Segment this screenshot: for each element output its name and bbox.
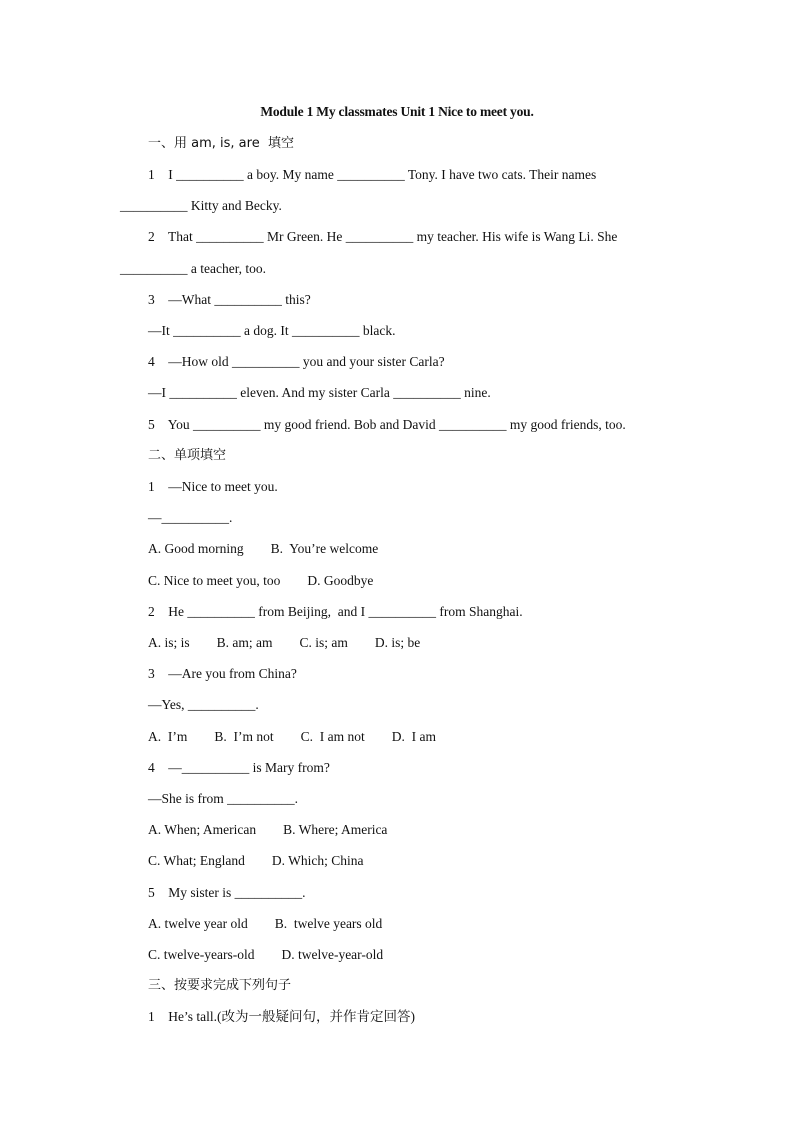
s1-q2-line1: 2 That __________ Mr Green. He __________ my teacher. His wife is Wang Li. She bbox=[148, 229, 618, 244]
s2-q5-question: 5 My sister is __________. bbox=[148, 885, 306, 900]
s2-q1-answer: —__________. bbox=[148, 510, 233, 525]
s1-q3-answer: —It __________ a dog. It __________ black. bbox=[148, 323, 396, 338]
s2-q4-answer: —She is from __________. bbox=[148, 791, 298, 806]
s1-q4-question: 4 —How old __________ you and your sister Carla? bbox=[148, 354, 445, 369]
section-3-heading: 三、按要求完成下列句子 bbox=[148, 978, 292, 993]
s2-q5-options-ab: A. twelve year old B. twelve years old bbox=[148, 916, 383, 931]
s2-q1-options-cd: C. Nice to meet you, too D. Goodbye bbox=[148, 573, 374, 588]
s1-q3-question: 3 —What __________ this? bbox=[148, 292, 311, 307]
s1-q4-answer: —I __________ eleven. And my sister Carla __________ nine. bbox=[148, 385, 491, 400]
s2-q3-options: A. I’m B. I’m not C. I am not D. I am bbox=[148, 729, 436, 744]
s2-q1-options-ab: A. Good morning B. You’re welcome bbox=[148, 541, 379, 556]
s2-q4-options-cd: C. What; England D. Which; China bbox=[148, 853, 364, 868]
s1-q1-line2: __________ Kitty and Becky. bbox=[120, 198, 282, 213]
s2-q3-answer: —Yes, __________. bbox=[148, 697, 259, 712]
s2-q2-question: 2 He __________ from Beijing, and I __________ from Shanghai. bbox=[148, 604, 523, 619]
section-1-heading: 一、用 am, is, are 填空 bbox=[148, 136, 294, 151]
s2-q3-question: 3 —Are you from China? bbox=[148, 666, 297, 681]
section-2-heading: 二、单项填空 bbox=[148, 448, 227, 463]
s1-q1-line1: 1 I __________ a boy. My name __________ Tony. I have two cats. Their names bbox=[148, 167, 597, 182]
s3-q1: 1 He’s tall.(改为一般疑问句，并作肯定回答) bbox=[148, 1009, 415, 1024]
page-title: Module 1 My classmates Unit 1 Nice to meet you. bbox=[260, 104, 534, 119]
s1-q5: 5 You __________ my good friend. Bob and David __________ my good friends, too. bbox=[148, 417, 626, 432]
s1-q2-line2: __________ a teacher, too. bbox=[120, 261, 267, 276]
s2-q1-question: 1 —Nice to meet you. bbox=[148, 479, 278, 494]
s2-q4-question: 4 —__________ is Mary from? bbox=[148, 760, 330, 775]
s2-q4-options-ab: A. When; American B. Where; America bbox=[148, 822, 388, 837]
s2-q2-options: A. is; is B. am; am C. is; am D. is; be bbox=[148, 635, 421, 650]
s2-q5-options-cd: C. twelve-years-old D. twelve-year-old bbox=[148, 947, 384, 962]
